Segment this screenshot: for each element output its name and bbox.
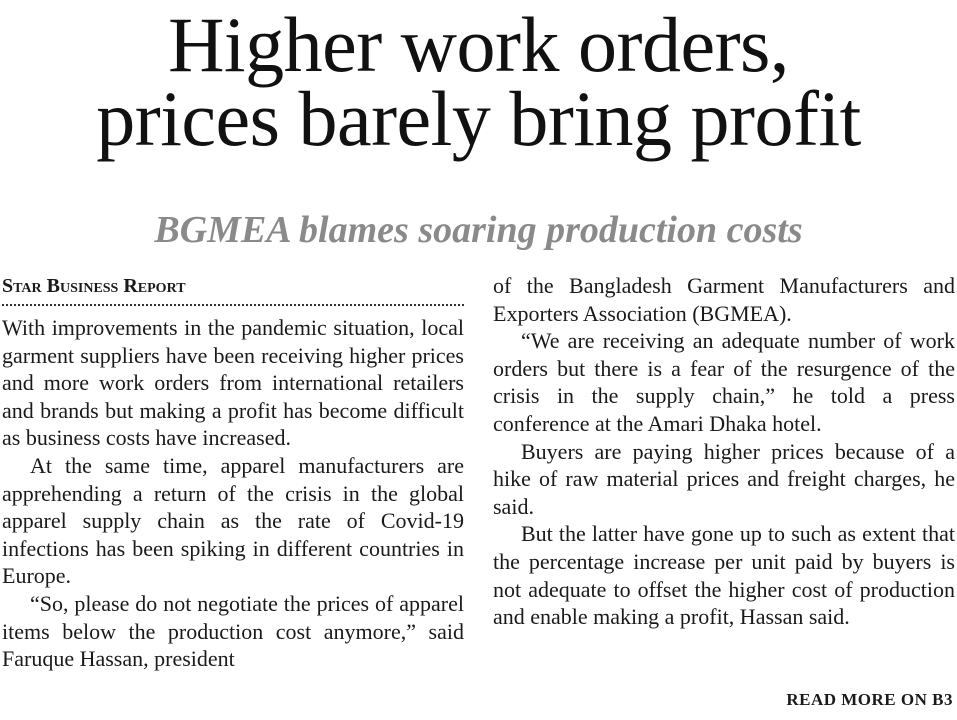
headline-line-2: prices barely bring profit — [96, 75, 861, 162]
article-column-left — [2, 272, 464, 673]
headline-line-1: Higher work orders, — [168, 1, 789, 88]
article-column-right — [493, 272, 955, 631]
paragraph-6: But the latter have gone up to such as extent that the percentage increase per unit paid by buyers is not adequate to offset the higher cost of production and enable making a profit, Hassan said. — [493, 521, 955, 630]
paragraph-3: “So, please do not negotiate the prices of apparel items below the production cost anymore,” said Faruque Hassan, president — [2, 590, 464, 672]
headline — [0, 1, 957, 162]
paragraph-2: At the same time, apparel manufacturers are apprehending a return of the crisis in the global apparel supply chain as the rate of Covid-19 infections has been spiking in different countries in Europe. — [2, 452, 464, 589]
subheadline: BGMEA blames soaring production costs — [154, 209, 803, 251]
byline: Star Business Report — [2, 272, 464, 306]
paragraph-4: “We are receiving an adequate number of work orders but there is a fear of the resurgence of the crisis in the supply chain,” he told a press conference at the Amari Dhaka hotel. — [493, 328, 955, 436]
read-more-link[interactable]: READ MORE ON B3 — [786, 690, 953, 709]
paragraph-1: With improvements in the pandemic situation, local garment suppliers have been receiving higher prices and more work orders from international retailers and brands but making a profit has become difficult as business costs have increased. — [2, 315, 464, 451]
paragraph-5: Buyers are paying higher prices because of a hike of raw material prices and freight charges, he said. — [493, 438, 955, 519]
paragraph-3-continued: of the Bangladesh Garment Manufacturers and Exporters Association (BGMEA). — [493, 273, 955, 326]
